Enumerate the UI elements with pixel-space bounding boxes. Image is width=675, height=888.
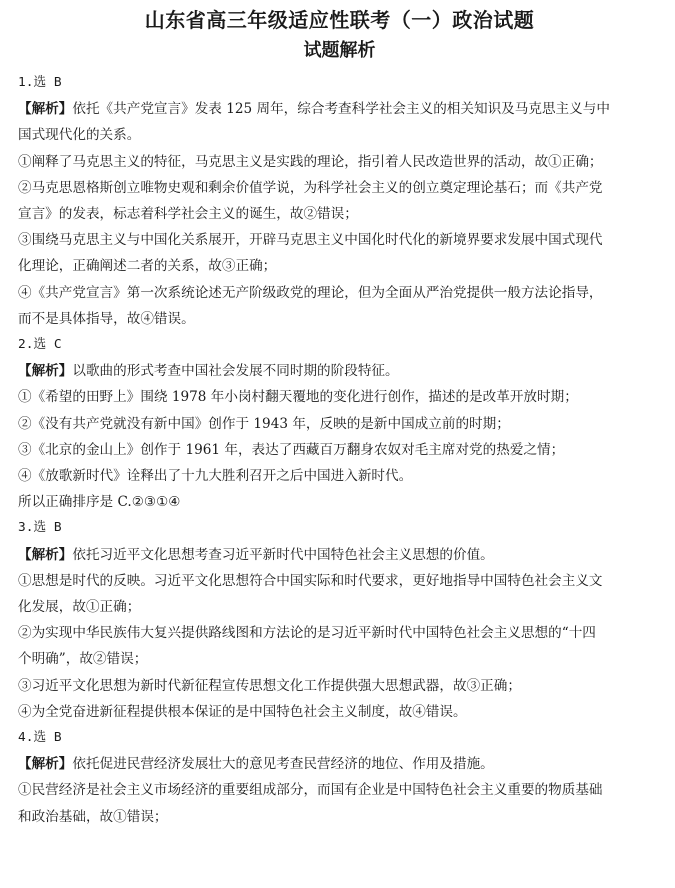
analysis-line xyxy=(18,568,661,594)
analysis-line xyxy=(18,175,661,201)
analysis-line xyxy=(18,646,661,672)
analysis-line xyxy=(18,620,661,646)
analysis-text: 依托《共产党宣言》发表 125 周年，综合考查科学社会主义的相关知识及马克思主义与中 xyxy=(72,101,610,118)
analysis-line xyxy=(18,253,661,279)
analysis-text: ①阐释了马克思主义的特征，马克思主义是实践的理论，指引着人民改造世界的活动，故①正确； xyxy=(18,153,603,170)
question-block xyxy=(18,332,661,515)
analysis-line xyxy=(18,384,661,410)
analysis-text: ④《共产党宣言》第一次系统论述无产阶级政党的理论，但为全面从严治党提供一般方法论指导， xyxy=(18,284,603,301)
document-title: 山东省高三年级适应性联考（一）政治试题 xyxy=(144,8,535,32)
analysis-text: ②为实现中华民族伟大复兴提供路线图和方法论的是习近平新时代中国特色社会主义思想的“十四 xyxy=(18,625,596,642)
analysis-text: 个明确”，故②错误； xyxy=(18,651,148,668)
analysis-text: 依托习近平文化思想考查习近平新时代中国特色社会主义思想的价值。 xyxy=(72,546,494,563)
question-block xyxy=(18,725,661,830)
analysis-text: ①民营经济是社会主义市场经济的重要组成部分，而国有企业是中国特色社会主义重要的物质基础 xyxy=(18,782,603,799)
question-block xyxy=(18,515,661,725)
analysis-line xyxy=(18,227,661,253)
analysis-line xyxy=(18,149,661,175)
analysis-line xyxy=(18,594,661,620)
analysis-text: 依托促进民营经济发展壮大的意见考查民营经济的地位、作用及措施。 xyxy=(72,756,494,773)
analysis-line xyxy=(18,358,661,384)
analysis-line xyxy=(18,489,661,515)
analysis-line xyxy=(18,542,661,568)
analysis-line xyxy=(18,699,661,725)
question-list xyxy=(18,70,661,830)
analysis-text: 和政治基础，故①错误； xyxy=(18,808,168,825)
question-answer: 4.选 B xyxy=(18,730,62,746)
analysis-line xyxy=(18,777,661,803)
analysis-tag: 【解析】 xyxy=(18,546,73,563)
analysis-line xyxy=(18,411,661,437)
analysis-tag: 【解析】 xyxy=(18,756,73,773)
analysis-line xyxy=(18,280,661,306)
analysis-text: 国式现代化的关系。 xyxy=(18,127,141,144)
analysis-text: ①思想是时代的反映。习近平文化思想符合中国实际和时代要求，更好地指导中国特色社会主义文 xyxy=(18,572,603,589)
analysis-line xyxy=(18,96,661,122)
question-block xyxy=(18,70,661,332)
analysis-text: 所以正确排序是 C.②③①④ xyxy=(18,494,181,511)
analysis-line xyxy=(18,306,661,332)
analysis-text: ②马克思恩格斯创立唯物史观和剩余价值学说，为科学社会主义的创立奠定理论基石；而《共产党 xyxy=(18,179,603,196)
analysis-text: ④《放歌新时代》诠释出了十九大胜利召开之后中国进入新时代。 xyxy=(18,468,413,485)
document-subtitle: 试题解析 xyxy=(303,40,376,61)
analysis-text: ①《希望的田野上》围绕 1978 年小岗村翻天覆地的变化进行创作，描述的是改革开放时期； xyxy=(18,389,578,406)
analysis-line xyxy=(18,804,661,830)
analysis-text: 宣言》的发表，标志着科学社会主义的诞生，故②错误； xyxy=(18,206,358,223)
analysis-text: ③《北京的金山上》创作于 1961 年，表达了西藏百万翻身农奴对毛主席对党的热爱之情； xyxy=(18,441,565,458)
analysis-text: 化发展，故①正确； xyxy=(18,599,141,616)
question-answer: 2.选 C xyxy=(18,337,62,353)
analysis-text: ②《没有共产党就没有新中国》创作于 1943 年，反映的是新中国成立前的时期； xyxy=(18,415,510,432)
analysis-line xyxy=(18,122,661,148)
analysis-text: ③习近平文化思想为新时代新征程宣传思想文化工作提供强大思想武器，故③正确； xyxy=(18,677,521,694)
analysis-line xyxy=(18,437,661,463)
analysis-line xyxy=(18,201,661,227)
analysis-text: ③围绕马克思主义与中国化关系展开，开辟马克思主义中国化时代化的新境界要求发展中国式现代 xyxy=(18,232,603,249)
analysis-text: 化理论，正确阐述二者的关系，故③正确； xyxy=(18,258,277,275)
analysis-text: ④为全党奋进新征程提供根本保证的是中国特色社会主义制度，故④错误。 xyxy=(18,703,467,720)
question-answer: 1.选 B xyxy=(18,75,62,90)
analysis-text: 而不是具体指导，故④错误。 xyxy=(18,310,195,327)
analysis-line xyxy=(18,751,661,777)
analysis-tag: 【解析】 xyxy=(18,363,73,380)
question-answer: 3.选 B xyxy=(18,520,62,536)
analysis-line xyxy=(18,463,661,489)
analysis-text: 以歌曲的形式考查中国社会发展不同时期的阶段特征。 xyxy=(72,363,399,380)
analysis-line xyxy=(18,673,661,699)
analysis-tag: 【解析】 xyxy=(18,101,73,118)
